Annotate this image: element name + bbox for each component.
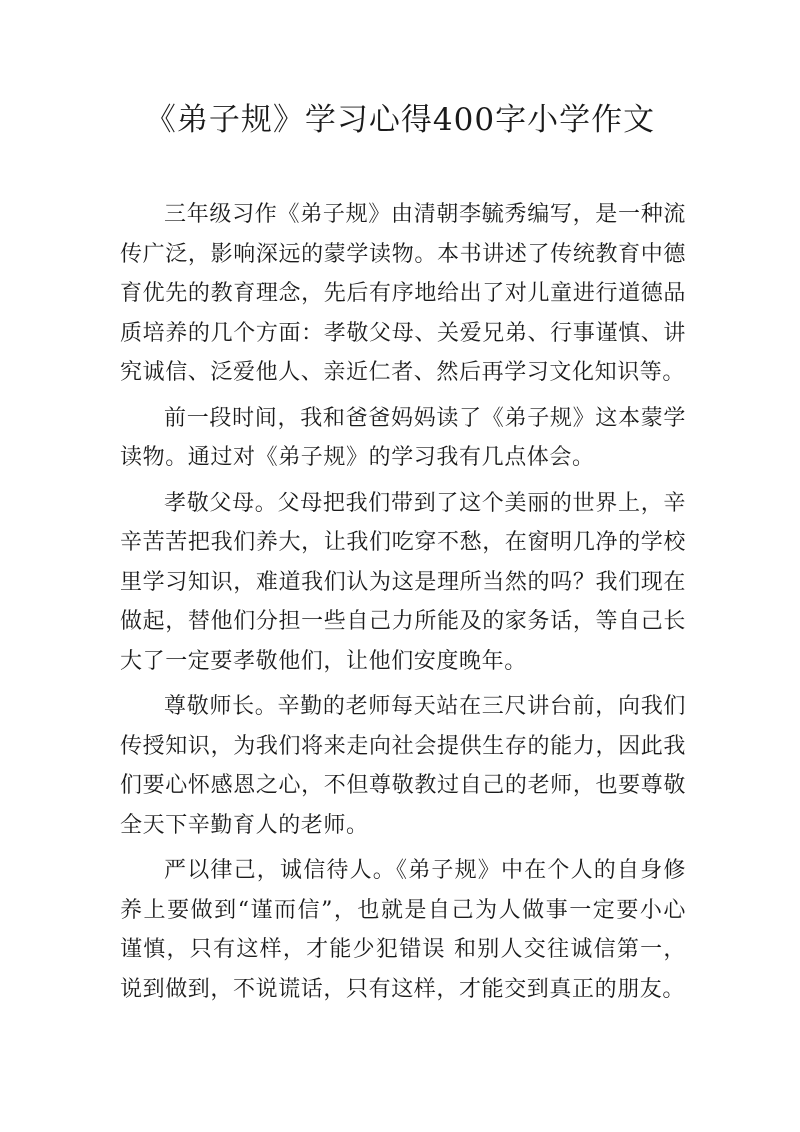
document-title: 《弟子规》学习心得400字小学作文 xyxy=(144,102,656,138)
paragraph-respect-teachers: 尊敬师长。辛勤的老师每天站在三尺讲台前，向我们传授知识，为我们将来走向社会提供生存的能力，因此我们要心怀感恩之心，不但尊敬教过自己的老师，也要尊敬全天下辛勤育人的老师。 xyxy=(120,694,686,838)
document-body xyxy=(120,195,686,1015)
paragraph-filial-piety: 孝敬父母。父母把我们带到了这个美丽的世界上，辛辛苦苦把我们养大，让我们吃穿不愁，在窗明几净的学校里学习知识，难道我们认为这是理所当然的吗？我们现在做起，替他们分担一些自己力所能及的家务话，等自己长大了一定要孝敬他们，让他们安度晚年。 xyxy=(120,490,686,674)
paragraph-intro: 三年级习作《弟子规》由清朝李毓秀编写，是一种流传广泛，影响深远的蒙学读物。本书讲述了传统教育中德育优先的教育理念，先后有序地给出了对儿童进行道德品质培养的几个方面：孝敬父母、关爱兄弟、行事谨慎、讲究诚信、泛爱他人、亲近仁者、然后再学习文化知识等。 xyxy=(120,202,686,385)
paragraph-reading: 前一段时间，我和爸爸妈妈读了《弟子规》这本蒙学读物。通过对《弟子规》的学习我有几点体会。 xyxy=(120,405,686,470)
paragraph-self-discipline: 严以律己，诚信待人。《弟子规》中在个人的自身修养上要做到“谨而信”，也就是自己为人做事一定要小心谨慎，只有这样，才能少犯错误 和别人交往诚信第一，说到做到，不说谎话，只有这样，才能交到真正的朋友。 xyxy=(120,858,686,1002)
